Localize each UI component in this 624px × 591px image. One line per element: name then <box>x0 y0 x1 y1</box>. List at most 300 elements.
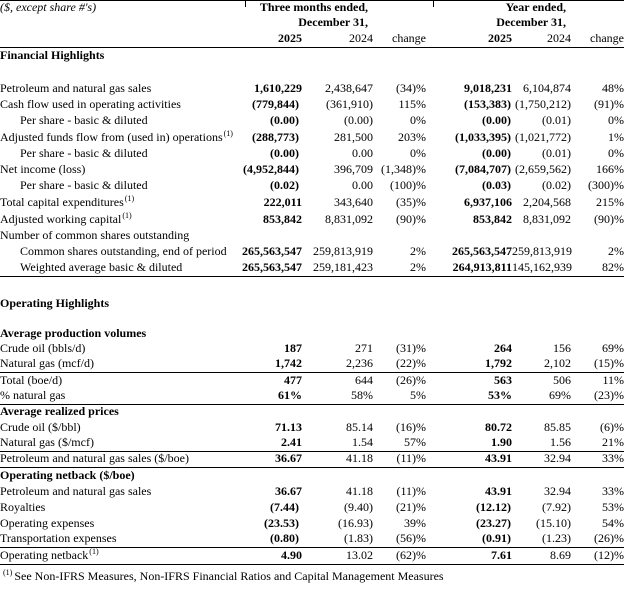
row-label-text: Average realized prices <box>0 404 119 418</box>
cell-value <box>512 327 571 342</box>
cell-value: 0% <box>608 146 624 160</box>
cell-value: (0.00) <box>344 113 373 127</box>
cell-value: 85.14 <box>346 420 373 434</box>
cell-value: 156 <box>553 341 572 355</box>
cell-value <box>426 404 512 420</box>
cell-value <box>571 47 624 64</box>
cell-value: 259,181,423 <box>302 260 373 276</box>
row-label-text: Financial Highlights <box>0 48 105 62</box>
cell-value: 0% <box>608 113 624 127</box>
cell-value: 8,831,092 <box>325 212 373 226</box>
period-group-year-date: December 31, <box>496 15 567 29</box>
cell-value: 396,709 <box>334 162 373 176</box>
table-row <box>0 500 624 516</box>
row-label-text: Common shares outstanding, end of period <box>20 244 227 258</box>
cell-value <box>302 296 373 312</box>
row-label <box>0 516 240 532</box>
units-note: ($, except share #'s) <box>0 0 97 14</box>
row-label-text: Average production volumes <box>0 326 147 340</box>
row-label <box>0 178 240 194</box>
row-label-text: Net income (loss) <box>0 162 86 176</box>
cell-value <box>571 296 624 312</box>
spacer-cell <box>571 16 624 31</box>
cell-value: 36.67 <box>275 483 302 498</box>
cell-value: 6,937,106 <box>464 195 512 209</box>
cell-value: (15.10) <box>536 515 572 530</box>
column-header-q-2024: 2024 <box>302 31 373 47</box>
cell-value: 33% <box>571 452 624 468</box>
cell-value <box>512 312 571 327</box>
cell-value <box>426 64 512 81</box>
cell-value: (0.00) <box>270 146 299 160</box>
cell-value <box>426 47 512 64</box>
cell-value: (15)% <box>571 357 624 373</box>
cell-value: 2,204,568 <box>523 195 572 209</box>
cell-value: (12.12) <box>476 499 511 514</box>
row-label-text: Crude oil ($/bbl) <box>0 420 81 434</box>
footnote-ref: (1) <box>223 129 233 138</box>
row-label <box>0 244 240 260</box>
table-row <box>0 452 624 468</box>
period-group-quarter-date: December 31, <box>298 15 368 29</box>
cell-value <box>240 404 302 420</box>
cell-value: (21)% <box>396 499 426 514</box>
cell-value: 1.56 <box>512 436 571 452</box>
cell-value <box>373 296 426 312</box>
cell-value <box>571 404 624 420</box>
table-row <box>0 342 624 357</box>
cell-value <box>240 276 302 296</box>
cell-value <box>373 404 426 420</box>
cell-value: 5% <box>373 389 426 405</box>
cell-value: (1,750,212) <box>515 97 572 111</box>
cell-value: 1.90 <box>426 436 512 452</box>
cell-value: 32.94 <box>544 483 572 498</box>
cell-value: 265,563,547 <box>240 260 302 276</box>
column-header-y-2024: 2024 <box>512 31 571 47</box>
cell-value: 71.13 <box>275 420 302 434</box>
cell-value: 8.69 <box>512 548 571 565</box>
cell-value <box>302 404 373 420</box>
row-label-text: Natural gas ($/mcf) <box>0 435 94 449</box>
cell-value: 53% <box>602 499 624 514</box>
cell-value <box>426 312 512 327</box>
cell-value <box>571 276 624 296</box>
table-row <box>0 532 624 548</box>
table-row <box>0 178 624 194</box>
cell-value <box>302 276 373 296</box>
cell-value: 61% <box>240 389 302 405</box>
period-group-quarter: Three months ended, <box>259 0 368 14</box>
row-label <box>0 276 240 296</box>
cell-value: 58% <box>302 389 373 405</box>
cell-value: (1,348)% <box>381 162 426 176</box>
cell-value: 2% <box>608 244 624 258</box>
table-row <box>0 548 624 565</box>
cell-value: (26)% <box>571 532 624 548</box>
footnote <box>0 569 624 583</box>
table-row <box>0 162 624 178</box>
row-label <box>0 296 240 312</box>
row-label <box>0 211 240 228</box>
table-row <box>0 327 624 342</box>
cell-value: (0.02) <box>542 178 572 192</box>
cell-value: 0% <box>410 113 426 127</box>
row-label-text: Royalties <box>0 499 46 514</box>
header-row-columns <box>0 31 624 47</box>
cell-value: (31)% <box>396 341 426 355</box>
cell-value: 0.00 <box>352 178 373 192</box>
header-row-1 <box>0 1 624 16</box>
cell-value: (100)% <box>390 178 426 192</box>
cell-value: (16.93) <box>338 515 373 530</box>
cell-value <box>240 296 302 312</box>
row-label-text: Total (boe/d) <box>0 372 63 387</box>
row-label-text: Adjusted funds flow from (used in) operations <box>0 130 223 144</box>
cell-value: 33% <box>602 483 624 498</box>
cell-value: 1,610,229 <box>254 81 302 95</box>
table-row <box>0 97 624 113</box>
cell-value: (6)% <box>600 420 624 434</box>
row-label <box>0 420 240 436</box>
cell-value <box>512 468 571 484</box>
row-label <box>0 500 240 516</box>
row-label <box>0 342 240 357</box>
table-row <box>0 516 624 532</box>
cell-value: (56)% <box>373 532 426 548</box>
cell-value: 2% <box>373 260 426 276</box>
cell-value: 264 <box>494 341 512 355</box>
row-label <box>0 436 240 452</box>
cell-value: 145,162,939 <box>512 260 571 276</box>
table-header <box>0 1 624 47</box>
cell-value: 2,236 <box>302 357 373 373</box>
cell-value: 0.00 <box>352 146 373 160</box>
cell-value: 0% <box>410 146 426 160</box>
cell-value: (4,952,844) <box>243 162 299 176</box>
column-header-q-change: change <box>373 31 426 47</box>
cell-value: 222,011 <box>263 195 302 209</box>
cell-value <box>240 312 302 327</box>
cell-value: 4.90 <box>240 548 302 565</box>
table-row <box>0 244 624 260</box>
cell-value: (90)% <box>396 212 426 226</box>
cell-value: 7.61 <box>426 548 512 565</box>
footnote-ref: (1) <box>89 547 99 556</box>
spacer-cell <box>373 16 426 31</box>
cell-value <box>302 327 373 342</box>
cell-value: (1,021,772) <box>515 130 572 144</box>
table-row <box>0 484 624 500</box>
cell-value <box>373 468 426 484</box>
row-label-text: Transportation expenses <box>0 531 117 545</box>
cell-value: 264,913,811 <box>426 260 512 276</box>
cell-value <box>240 47 302 64</box>
table-row <box>0 113 624 129</box>
cell-value: (23)% <box>571 389 624 405</box>
cell-value: (0.01) <box>542 113 572 127</box>
row-label <box>0 373 240 389</box>
row-label <box>0 468 240 484</box>
cell-value <box>373 312 426 327</box>
cell-value: (153,383) <box>464 97 511 111</box>
table-row <box>0 373 624 389</box>
cell-value <box>426 276 512 296</box>
row-label-text: Total capital expenditures <box>0 195 124 209</box>
table-row <box>0 420 624 436</box>
row-label <box>0 47 240 64</box>
row-label <box>0 64 240 81</box>
cell-value: (0.00) <box>482 146 511 160</box>
row-label <box>0 357 240 373</box>
row-label <box>0 484 240 500</box>
table-row <box>0 64 624 81</box>
cell-value: 41.18 <box>302 452 373 468</box>
cell-value: (26)% <box>396 372 426 387</box>
cell-value: 1,742 <box>240 357 302 373</box>
cell-value <box>373 327 426 342</box>
row-label-text: Petroleum and natural gas sales <box>0 483 152 498</box>
table-row <box>0 436 624 452</box>
cell-value: (2,659,562) <box>515 162 572 176</box>
cell-value: (91)% <box>594 97 624 111</box>
cell-value: 343,640 <box>334 195 373 209</box>
cell-value: 1.54 <box>302 436 373 452</box>
cell-value: 57% <box>373 436 426 452</box>
footnote-ref: (1) <box>122 211 132 220</box>
cell-value <box>373 64 426 81</box>
cell-value: (11)% <box>396 483 426 498</box>
row-label <box>0 129 240 146</box>
cell-value <box>240 327 302 342</box>
row-label-text: % natural gas <box>0 387 66 402</box>
cell-value: (300)% <box>588 178 624 192</box>
cell-value: 265,563,547 <box>452 244 512 258</box>
row-label-text: Number of common shares outstanding <box>0 228 190 242</box>
cell-value: 1% <box>608 130 624 144</box>
cell-value: 80.72 <box>485 420 512 434</box>
table-row <box>0 468 624 484</box>
row-label-text: Petroleum and natural gas sales <box>0 81 152 95</box>
cell-value: 2,438,647 <box>325 81 373 95</box>
spacer-cell <box>571 1 624 16</box>
cell-value <box>571 312 624 327</box>
cell-value: (0.03) <box>482 178 511 192</box>
row-label <box>0 260 240 276</box>
cell-value <box>512 404 571 420</box>
row-label-text: Natural gas (mcf/d) <box>0 356 94 370</box>
cell-value: 48% <box>602 81 624 95</box>
cell-value <box>571 327 624 342</box>
header-row-2 <box>0 16 624 31</box>
row-label-text: Operating netback ($/boe) <box>0 467 135 482</box>
cell-value <box>373 47 426 64</box>
table-row <box>0 228 624 244</box>
cell-value <box>512 228 571 244</box>
cell-value: (90)% <box>594 212 624 226</box>
cell-value: 85.85 <box>544 420 572 434</box>
column-divider-tick <box>433 1 434 7</box>
row-label-text: Operating netback <box>0 548 89 562</box>
cell-value: (779,844) <box>252 97 299 111</box>
row-label <box>0 404 240 420</box>
column-header-q-2025: 2025 <box>240 31 302 47</box>
cell-value <box>302 468 373 484</box>
cell-value: 9,018,231 <box>464 81 512 95</box>
column-header-y-change: change <box>571 31 624 47</box>
cell-value: 853,842 <box>473 212 512 226</box>
cell-value: 43.91 <box>426 452 512 468</box>
cell-value: (7,084,707) <box>455 162 511 176</box>
spacer-cell <box>0 16 240 31</box>
cell-value: 21% <box>571 436 624 452</box>
table-body <box>0 47 624 565</box>
column-divider-tick <box>245 1 246 7</box>
cell-value: 2% <box>410 244 426 258</box>
cell-value: 563 <box>494 372 512 387</box>
cell-value <box>373 228 426 244</box>
row-label <box>0 327 240 342</box>
row-label-text: Operating Highlights <box>0 296 110 310</box>
table-row <box>0 81 624 97</box>
cell-value: (35)% <box>396 195 426 209</box>
cell-value: 36.67 <box>240 452 302 468</box>
cell-value <box>512 64 571 81</box>
table-row <box>0 146 624 162</box>
cell-value: 187 <box>284 341 302 355</box>
table-row <box>0 260 624 276</box>
spacer-cell <box>0 31 240 47</box>
table-row <box>0 404 624 420</box>
cell-value: (7.92) <box>542 499 572 514</box>
row-label-text: Per share - basic & diluted <box>20 146 148 160</box>
financial-table <box>0 1 624 565</box>
cell-value <box>512 47 571 64</box>
cell-value: (23.53) <box>264 515 299 530</box>
cell-value: 53% <box>426 389 512 405</box>
cell-value: 265,563,547 <box>242 244 302 258</box>
cell-value <box>302 312 373 327</box>
cell-value <box>512 296 571 312</box>
row-label <box>0 389 240 405</box>
row-label <box>0 228 240 244</box>
cell-value: (12)% <box>571 548 624 565</box>
footnote-ref: (1) <box>124 194 135 203</box>
row-label-text: Per share - basic & diluted <box>20 113 148 127</box>
cell-value: (0.00) <box>270 113 299 127</box>
cell-value <box>240 64 302 81</box>
cell-value: 11% <box>602 372 624 387</box>
cell-value: (34)% <box>396 81 426 95</box>
row-label-text: Cash flow used in operating activities <box>0 97 181 111</box>
cell-value: 853,842 <box>263 212 302 226</box>
footnote-marker: (1) <box>3 568 13 577</box>
table-row <box>0 211 624 228</box>
cell-value: (1.23) <box>512 532 571 548</box>
cell-value: 2.41 <box>240 436 302 452</box>
cell-value <box>302 228 373 244</box>
cell-value: (1.83) <box>302 532 373 548</box>
cell-value <box>302 64 373 81</box>
cell-value: 39% <box>404 515 426 530</box>
cell-value <box>373 276 426 296</box>
cell-value: 13.02 <box>302 548 373 565</box>
cell-value <box>240 228 302 244</box>
cell-value: 477 <box>284 372 302 387</box>
cell-value: 82% <box>571 260 624 276</box>
table-row <box>0 312 624 327</box>
cell-value: (22)% <box>373 357 426 373</box>
row-label <box>0 194 240 211</box>
row-label <box>0 548 240 565</box>
cell-value: (0.80) <box>240 532 302 548</box>
cell-value: (0.01) <box>542 146 572 160</box>
period-group-year: Year ended, <box>505 0 567 14</box>
cell-value: 271 <box>355 341 373 355</box>
row-label-text: Adjusted working capital <box>0 212 122 226</box>
row-label <box>0 97 240 113</box>
cell-value <box>426 327 512 342</box>
row-label <box>0 146 240 162</box>
cell-value: (9.40) <box>344 499 373 514</box>
cell-value: 69% <box>602 341 624 355</box>
cell-value: (0.91) <box>426 532 512 548</box>
cell-value <box>571 468 624 484</box>
cell-value <box>302 47 373 64</box>
cell-value <box>240 468 302 484</box>
cell-value: (62)% <box>373 548 426 565</box>
row-label <box>0 452 240 468</box>
row-label <box>0 312 240 327</box>
cell-value <box>512 276 571 296</box>
cell-value: (23.27) <box>476 515 511 530</box>
cell-value: 54% <box>602 515 624 530</box>
cell-value: (1,033,395) <box>455 130 511 144</box>
table-row <box>0 276 624 296</box>
cell-value: 203% <box>398 130 426 144</box>
cell-value: 259,813,919 <box>512 244 572 258</box>
cell-value: (7.44) <box>270 499 299 514</box>
table-row <box>0 389 624 405</box>
row-label-text: Weighted average basic & diluted <box>20 259 183 274</box>
spacer-cell <box>373 1 426 16</box>
table-row <box>0 129 624 146</box>
cell-value: 43.91 <box>485 483 512 498</box>
cell-value: 69% <box>512 389 571 405</box>
row-label-text: Petroleum and natural gas sales ($/boe) <box>0 451 189 465</box>
cell-value: 115% <box>398 97 426 111</box>
cell-value: 215% <box>596 195 624 209</box>
table-row <box>0 47 624 64</box>
cell-value: 506 <box>553 372 572 387</box>
cell-value: 259,813,919 <box>313 244 373 258</box>
cell-value: (16)% <box>396 420 426 434</box>
cell-value: (0.00) <box>482 113 511 127</box>
cell-value: 1,792 <box>426 357 512 373</box>
cell-value: 6,104,874 <box>523 81 572 95</box>
cell-value <box>426 228 512 244</box>
cell-value <box>426 296 512 312</box>
row-label-text: Per share - basic & diluted <box>20 178 148 192</box>
row-label-text: Operating expenses <box>0 515 95 530</box>
cell-value <box>571 228 624 244</box>
table-row <box>0 357 624 373</box>
cell-value <box>571 64 624 81</box>
cell-value <box>426 468 512 484</box>
cell-value: 644 <box>355 372 373 387</box>
cell-value: (361,910) <box>326 97 373 111</box>
footnote-text: See Non-IFRS Measures, Non-IFRS Financial Ratios and Capital Management Measures <box>14 569 444 583</box>
